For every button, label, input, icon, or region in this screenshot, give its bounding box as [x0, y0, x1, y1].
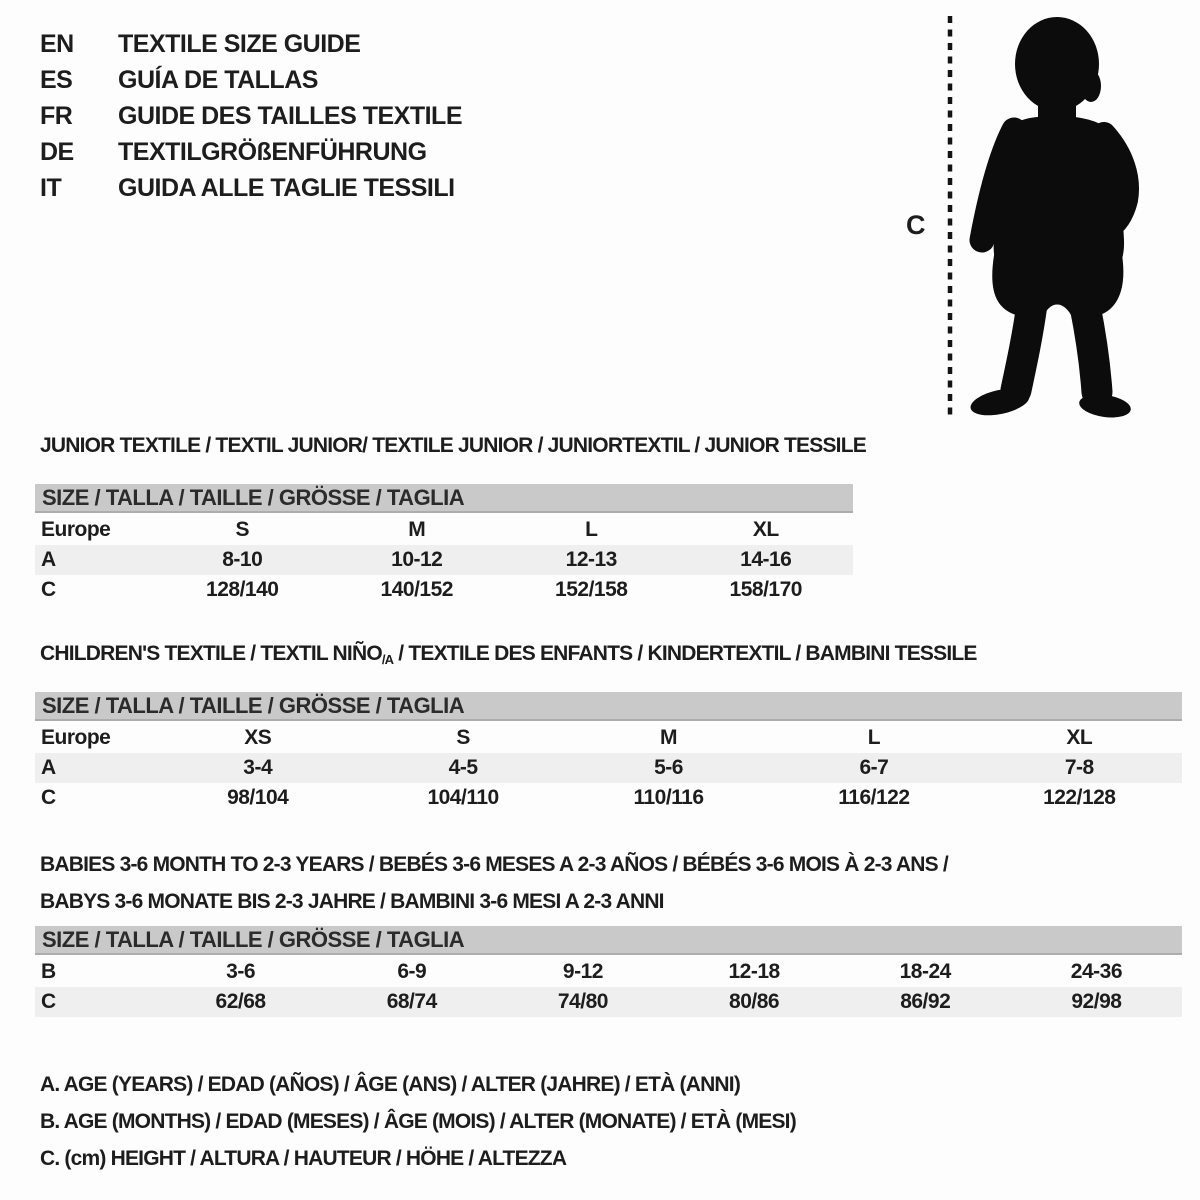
size-cell: L: [867, 726, 881, 749]
junior-size-table: [35, 515, 853, 605]
size-cell: 6-7: [859, 756, 889, 779]
size-cell: 122/128: [1043, 786, 1116, 809]
size-cell: 62/68: [215, 990, 266, 1013]
height-measure-line: [944, 16, 956, 416]
children-title-pre: CHILDREN'S TEXTILE / TEXTIL NIÑO: [40, 642, 382, 665]
row-label: Europe: [41, 726, 111, 749]
row-label: A: [41, 756, 56, 779]
size-cell: 116/122: [838, 786, 910, 809]
size-cell: M: [408, 518, 426, 541]
junior-size-header-bar: SIZE / TALLA / TAILLE / GRÖSSE / TAGLIA: [35, 484, 853, 513]
size-cell: 74/80: [557, 990, 608, 1013]
size-cell: S: [235, 518, 249, 541]
size-cell: 7-8: [1064, 756, 1094, 779]
size-cell: 12-13: [565, 548, 617, 571]
size-cell: 80/86: [729, 990, 780, 1013]
size-cell: 92/98: [1071, 990, 1122, 1013]
language-row: [40, 134, 462, 170]
language-title-list: [40, 26, 462, 206]
size-cell: 68/74: [386, 990, 437, 1013]
size-cell: 24-36: [1070, 960, 1123, 983]
size-cell: 140/152: [380, 578, 453, 601]
children-title-sub: /A: [381, 652, 394, 667]
guide-title: GUIDE DES TAILLES TEXTILE: [118, 101, 463, 130]
size-cell: 18-24: [899, 960, 951, 983]
footnote-a: A. AGE (YEARS) / EDAD (AÑOS) / ÂGE (ANS) / ALTER (JAHRE) / ETÀ (ANNI): [40, 1073, 741, 1096]
size-cell: S: [456, 726, 470, 749]
guide-title: TEXTILE SIZE GUIDE: [118, 29, 361, 58]
babies-title-line2: BABYS 3-6 MONATE BIS 2-3 JAHRE / BAMBINI 3-6 MESI A 2-3 ANNI: [40, 890, 664, 913]
children-title-post: / TEXTILE DES ENFANTS / KINDERTEXTIL / BAMBINI TESSILE: [393, 642, 977, 665]
size-cell: 152/158: [555, 578, 628, 601]
size-cell: 8-10: [222, 548, 263, 571]
size-cell: 9-12: [562, 960, 603, 983]
size-cell: 10-12: [391, 548, 443, 571]
size-cell: XL: [752, 518, 779, 541]
language-row: [40, 62, 462, 98]
row-label: Europe: [41, 518, 111, 541]
size-cell: 3-4: [243, 756, 273, 779]
children-size-table: [35, 723, 1182, 813]
row-label: B: [41, 960, 56, 983]
height-measure-label: C: [906, 210, 926, 240]
size-cell: XL: [1066, 726, 1093, 749]
table-row: [35, 575, 853, 605]
size-cell: 12-18: [728, 960, 780, 983]
size-cell: 5-6: [654, 756, 683, 779]
babies-size-header-bar: SIZE / TALLA / TAILLE / GRÖSSE / TAGLIA: [35, 926, 1182, 955]
size-cell: 4-5: [448, 756, 478, 779]
language-code: IT: [40, 173, 62, 202]
language-row: [40, 170, 462, 206]
language-row: [40, 26, 462, 62]
size-cell: 104/110: [427, 786, 499, 809]
language-code: EN: [40, 29, 74, 58]
footnote-c: C. (cm) HEIGHT / ALTURA / HAUTEUR / HÖHE / ALTEZZA: [40, 1147, 567, 1170]
children-section-title: [40, 642, 977, 667]
footnote-b: B. AGE (MONTHS) / EDAD (MESES) / ÂGE (MOIS) / ALTER (MONATE) / ETÀ (MESI): [40, 1110, 796, 1133]
row-label: C: [41, 990, 56, 1013]
language-code: ES: [40, 65, 73, 94]
row-label: C: [41, 786, 56, 809]
row-label: C: [41, 578, 56, 601]
junior-section-title: JUNIOR TEXTILE / TEXTIL JUNIOR/ TEXTILE JUNIOR / JUNIORTEXTIL / JUNIOR TESSILE: [40, 434, 866, 457]
babies-section-title: [40, 846, 948, 920]
guide-title: GUIDA ALLE TAGLIE TESSILI: [118, 173, 455, 202]
size-cell: 128/140: [206, 578, 279, 601]
size-cell: 158/170: [729, 578, 802, 601]
size-cell: XS: [244, 726, 272, 749]
size-cell: 98/104: [227, 786, 289, 809]
language-row: [40, 98, 462, 134]
table-row: [35, 987, 1182, 1017]
row-label: A: [41, 548, 56, 571]
language-code: DE: [40, 137, 74, 166]
toddler-silhouette-icon: [958, 12, 1142, 418]
table-row: [35, 957, 1182, 987]
size-cell: 110/116: [633, 786, 704, 809]
guide-title: TEXTILGRÖßENFÜHRUNG: [118, 137, 427, 166]
size-cell: L: [585, 518, 598, 541]
table-row: [35, 515, 853, 545]
size-cell: 86/92: [900, 990, 951, 1013]
size-cell: 3-6: [226, 960, 255, 983]
babies-size-table: [35, 957, 1182, 1017]
babies-title-line1: BABIES 3-6 MONTH TO 2-3 YEARS / BEBÉS 3-6 MESES A 2-3 AÑOS / BÉBÉS 3-6 MOIS À 2-3 ANS /: [40, 853, 948, 876]
footnotes: [40, 1066, 796, 1177]
table-row: [35, 545, 853, 575]
size-cell: 14-16: [740, 548, 792, 571]
table-row: [35, 723, 1182, 753]
children-size-header-bar: SIZE / TALLA / TAILLE / GRÖSSE / TAGLIA: [35, 692, 1182, 721]
language-code: FR: [40, 101, 73, 130]
size-cell: 6-9: [397, 960, 427, 983]
table-row: [35, 753, 1182, 783]
size-cell: M: [659, 726, 677, 749]
table-row: [35, 783, 1182, 813]
guide-title: GUÍA DE TALLAS: [118, 65, 318, 94]
